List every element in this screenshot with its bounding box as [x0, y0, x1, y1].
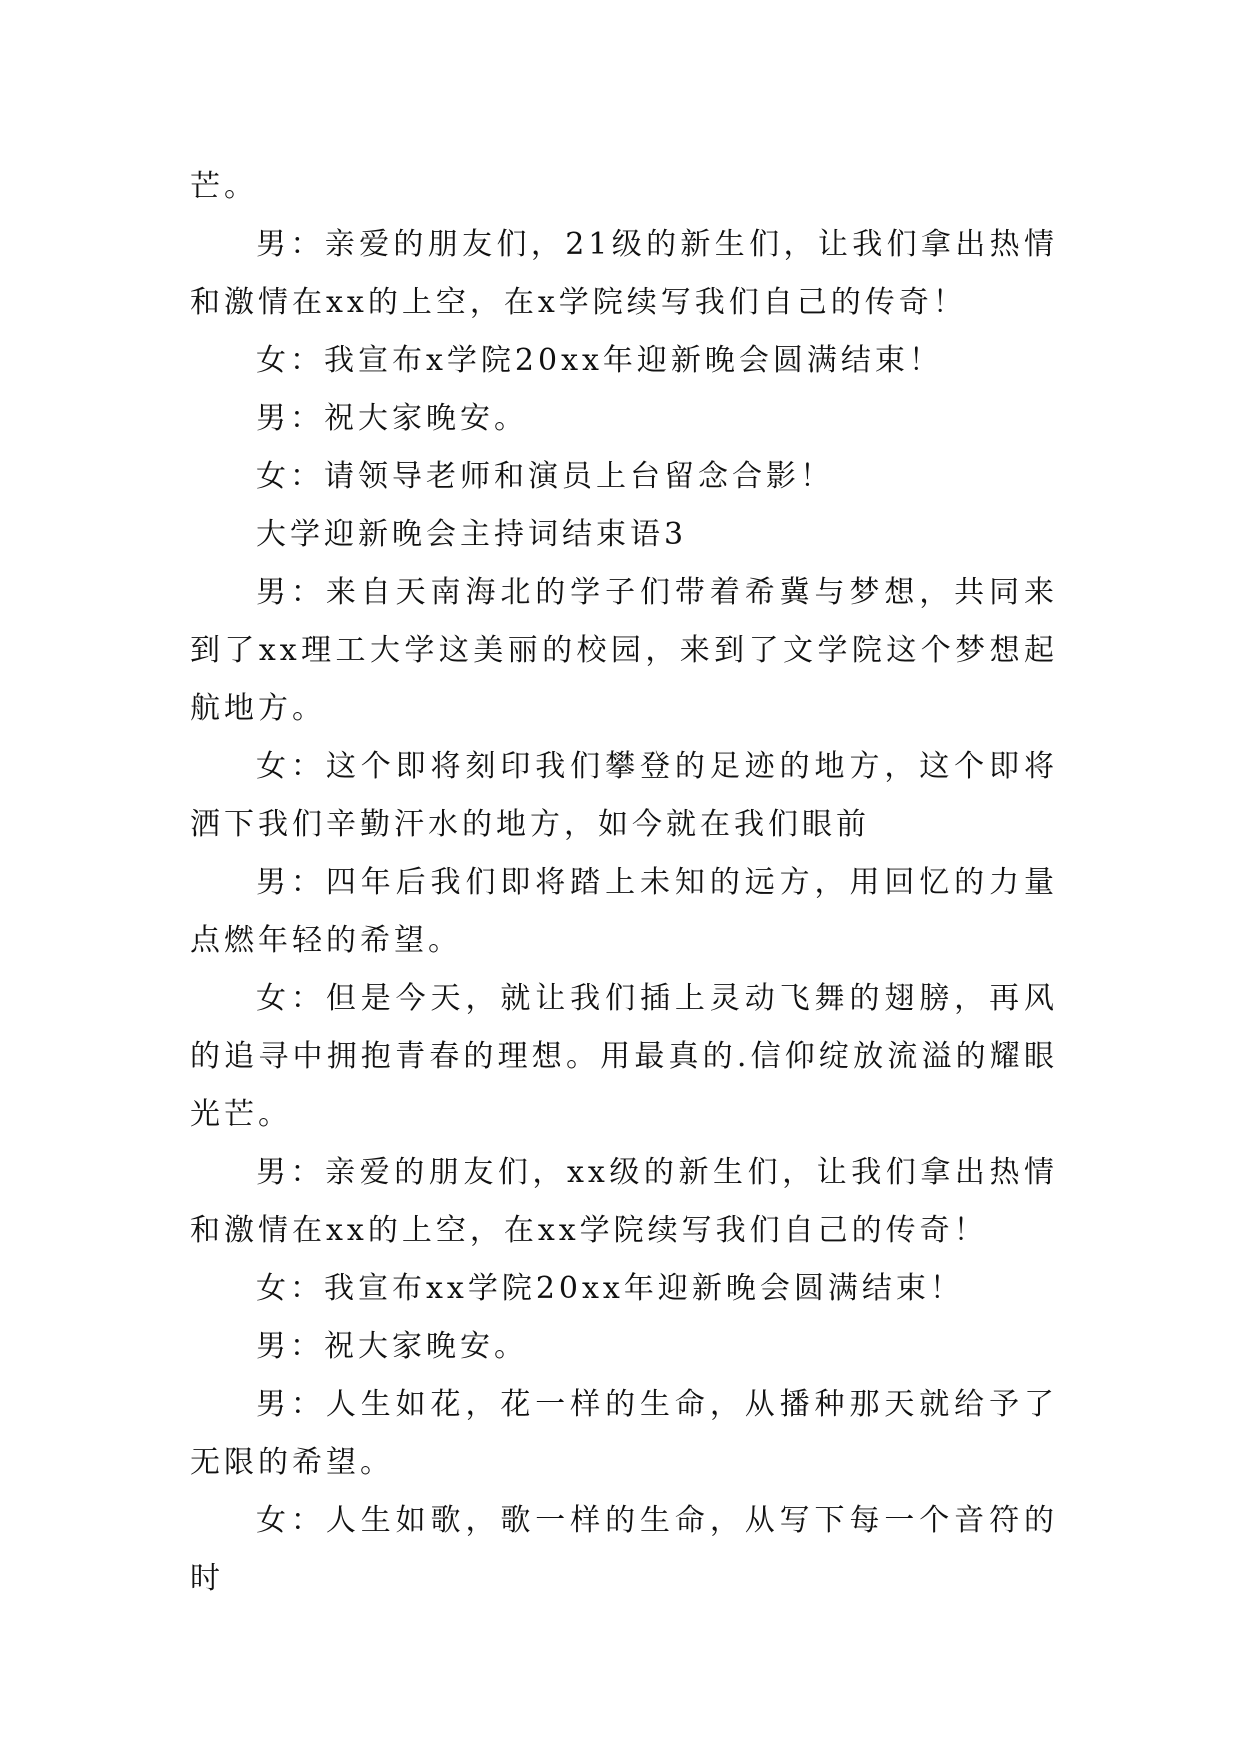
paragraph-5: 女：请领导老师和演员上台留念合影！	[256, 459, 834, 494]
paragraph-2: 男：亲爱的朋友们，21级的新生们，让我们拿出热情和激情在xx的上空，在x学院续写我们自己的传奇！	[190, 227, 1058, 320]
paragraph-15: 女：人生如歌，歌一样的生命，从写下每一个音符的时	[190, 1503, 1058, 1596]
paragraph-13: 男：祝大家晚安。	[256, 1329, 528, 1364]
document-body	[190, 158, 1058, 1608]
paragraph-8: 女：这个即将刻印我们攀登的足迹的地方，这个即将洒下我们辛勤汗水的地方，如今就在我们眼前	[190, 749, 1058, 842]
paragraph-1: 芒。	[190, 169, 258, 204]
paragraph-7: 男：来自天南海北的学子们带着希冀与梦想，共同来到了xx理工大学这美丽的校园，来到了文学院这个梦想起航地方。	[190, 575, 1058, 726]
paragraph-4: 男：祝大家晚安。	[256, 401, 528, 436]
paragraph-3: 女：我宣布x学院20xx年迎新晚会圆满结束！	[256, 343, 943, 378]
paragraph-9: 男：四年后我们即将踏上未知的远方，用回忆的力量点燃年轻的希望。	[190, 865, 1058, 958]
section-heading: 大学迎新晚会主持词结束语3	[256, 517, 688, 552]
paragraph-11: 男：亲爱的朋友们，xx级的新生们，让我们拿出热情和激情在xx的上空，在xx学院续写我们自己的传奇！	[190, 1155, 1058, 1248]
paragraph-12: 女：我宣布xx学院20xx年迎新晚会圆满结束！	[256, 1271, 964, 1306]
paragraph-14: 男：人生如花，花一样的生命，从播种那天就给予了无限的希望。	[190, 1387, 1058, 1480]
paragraph-10: 女：但是今天，就让我们插上灵动飞舞的翅膀，再风的追寻中拥抱青春的理想。用最真的.信仰绽放流溢的耀眼光芒。	[190, 981, 1058, 1132]
